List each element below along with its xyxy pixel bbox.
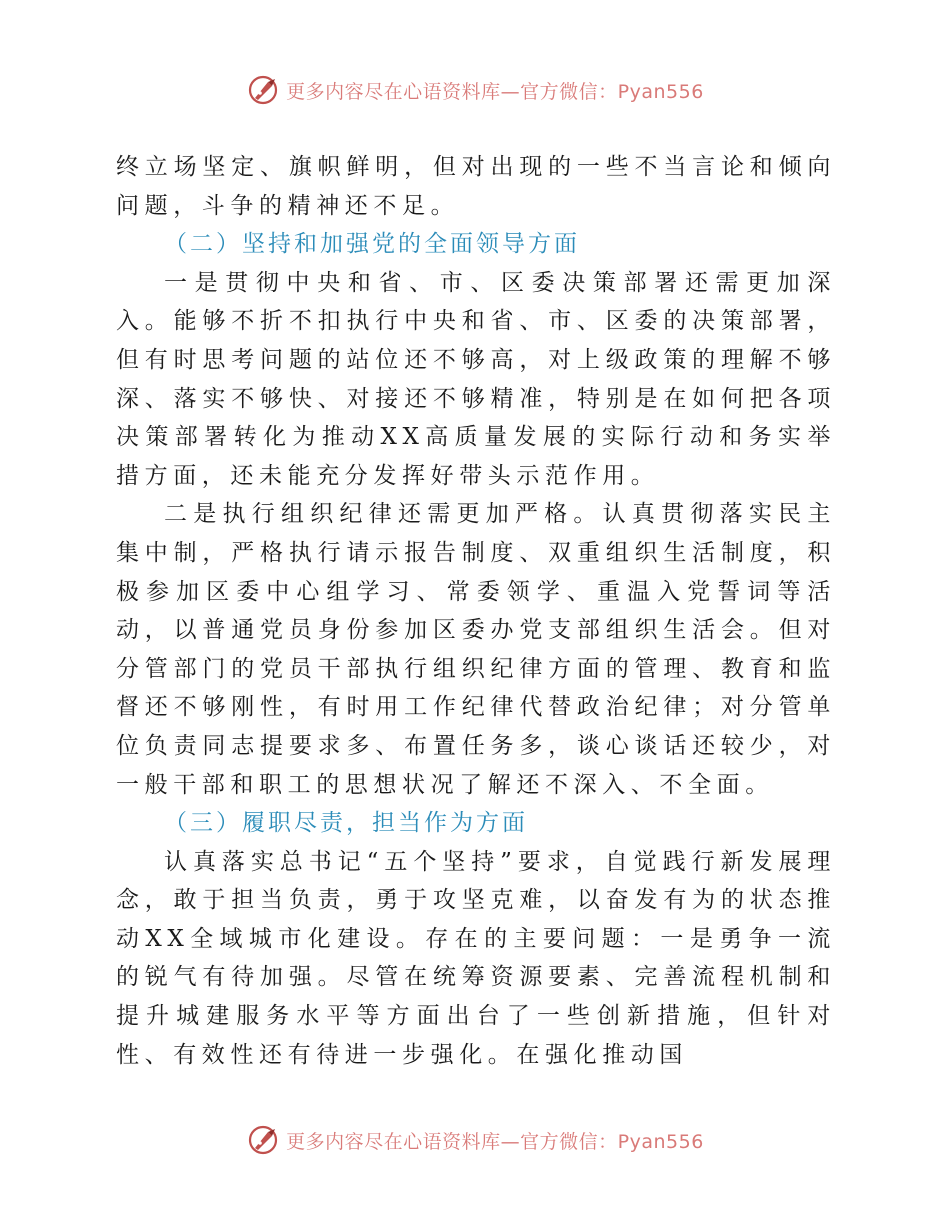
paragraph-continued: 终立场坚定、旗帜鲜明，但对出现的一些不当言论和倾向问题，斗争的精神还不足。 <box>116 154 836 219</box>
banner-text: 更多内容尽在心语资料库—官方微信：Pyan556 <box>286 80 704 103</box>
section-heading-2: （二）坚持和加强党的全面领导方面 <box>164 231 580 258</box>
paragraph-party-leadership-2: 二是执行组织纪律还需更加严格。认真贯彻落实民主集中制，严格执行请示报告制度、双重组织生活制度，积极参加区委中心组学习、常委领学、重温入党誓词等活动，以普通党员身份参加区委办党支部组织生活会。但对分管部门的党员干部执行组织纪律方面的管理、教育和监督还不够刚性，有时用工作纪律代替政治纪律；对分管单位负责同志提要求多、布置任务多，谈心谈话还较少，对一般干部和职工的思想状况了解还不深入、不全面。 <box>116 501 836 798</box>
section-heading-3: （三）履职尽责，担当作为方面 <box>164 810 528 837</box>
header-banner <box>0 70 950 110</box>
paragraph-duty-performance: 认真落实总书记“五个坚持”要求，自觉践行新发展理念，敢于担当负责，勇于攻坚克难，以奋发有为的状态推动XX全域城市化建设。存在的主要问题：一是勇争一流的锐气有待加强。尽管在统筹资源要素、完善流程机制和提升城建服务水平等方面出台了一些创新措施，但针对性、有效性还有待进一步强化。在强化推动国 <box>116 848 836 1068</box>
paragraph-party-leadership-1: 一是贯彻中央和省、市、区委决策部署还需更加深入。能够不折不扣执行中央和省、市、区委的决策部署，但有时思考问题的站位还不够高，对上级政策的理解不够深、落实不够快、对接还不够精准，特别是在如何把各项决策部署转化为推动XX高质量发展的实际行动和务实举措方面，还未能充分发挥好带头示范作用。 <box>116 269 836 489</box>
footer-banner <box>0 1120 950 1160</box>
fountain-pen-logo-icon <box>246 73 280 107</box>
fountain-pen-logo-icon <box>246 1123 280 1157</box>
document-body <box>116 148 836 1074</box>
banner-text: 更多内容尽在心语资料库—官方微信：Pyan556 <box>286 1130 704 1153</box>
